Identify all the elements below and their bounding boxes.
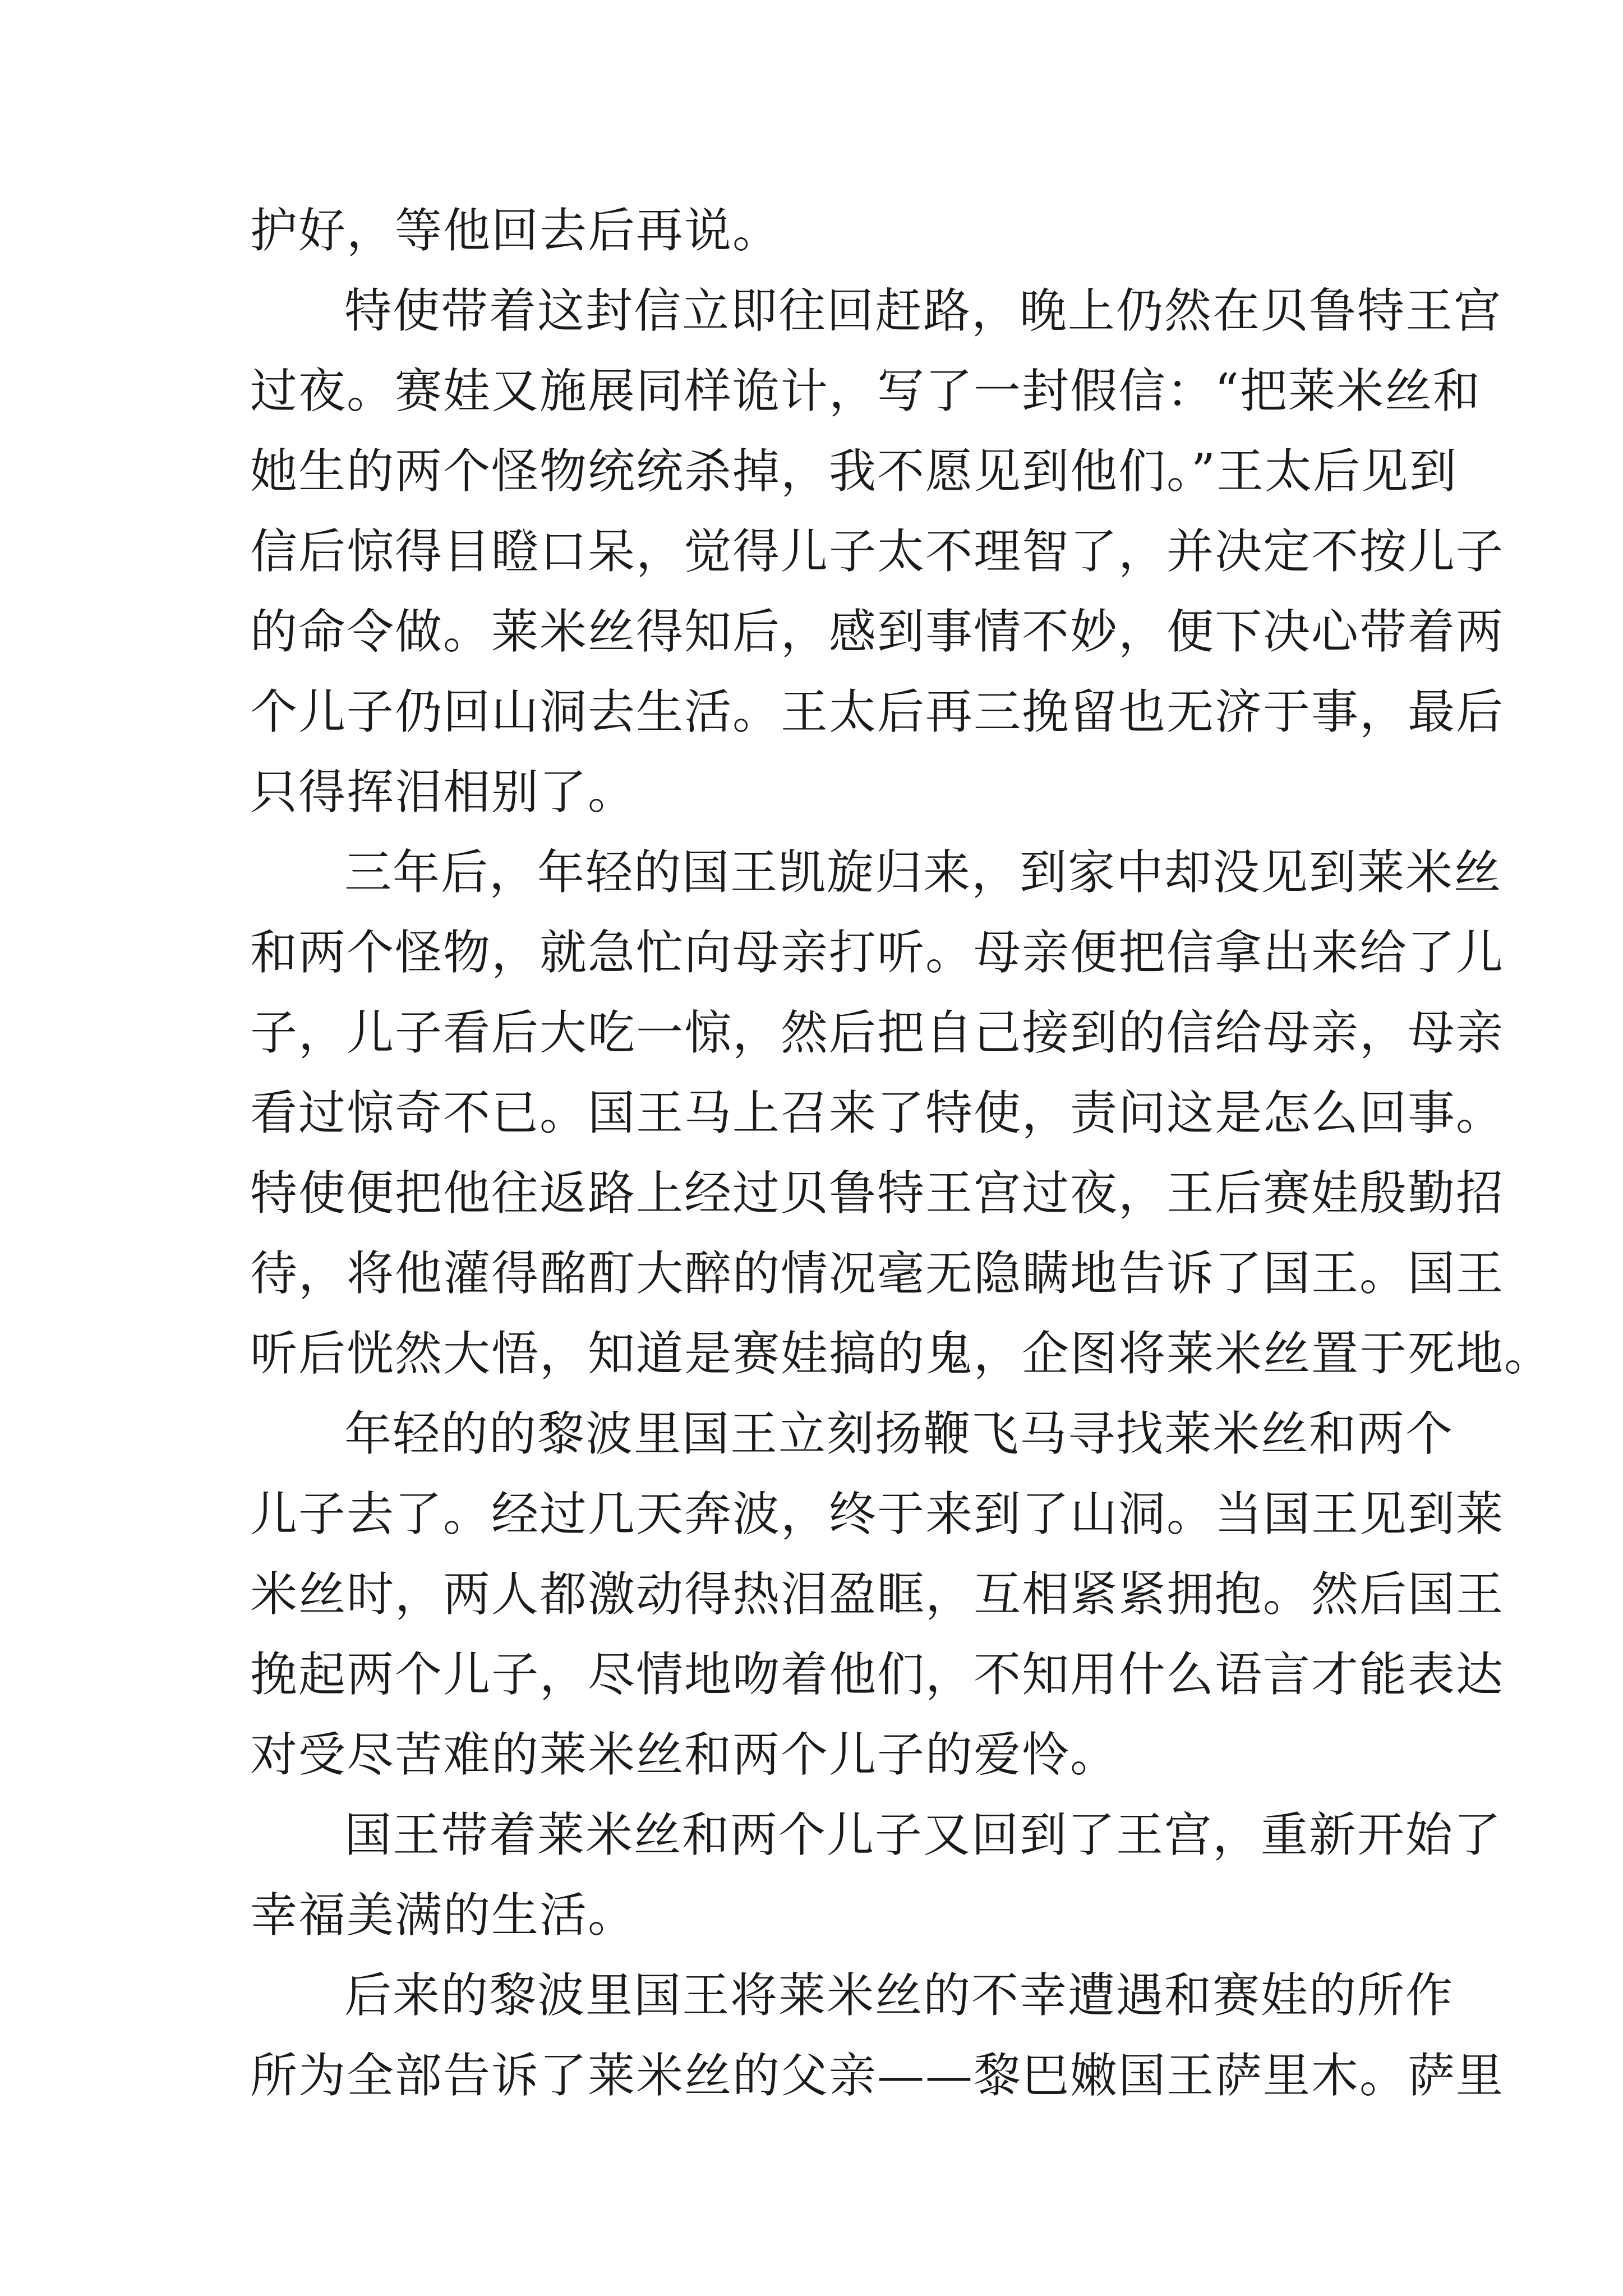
text-line: 护好，等他回去后再说。 [250, 203, 781, 258]
text-line: 看过惊奇不已。国王马上召来了特使，责问这是怎么回事。 [250, 1085, 1505, 1140]
text-line: 挽起两个儿子，尽情地吻着他们，不知用什么语言才能表达 [250, 1647, 1505, 1702]
text-line: 的命令做。莱米丝得知后，感到事情不妙，便下决心带着两 [250, 604, 1505, 659]
text-line: 和两个怪物，就急忙向母亲打听。母亲便把信拿出来给了儿 [250, 925, 1505, 980]
text-line: 个儿子仍回山洞去生活。王太后再三挽留也无济于事，最后 [250, 684, 1505, 739]
text-line: 对受尽苦难的莱米丝和两个儿子的爱怜。 [250, 1727, 1119, 1782]
text-line: 只得挥泪相别了。 [250, 765, 637, 820]
text-line: 她生的两个怪物统统杀掉，我不愿见到他们。”王太后见到 [250, 444, 1458, 499]
text-line: 幸福美满的生活。 [250, 1888, 637, 1943]
text-line: 儿子去了。经过几天奔波，终于来到了山洞。当国王见到莱 [250, 1487, 1505, 1542]
text-line: 三年后，年轻的国王凯旋归来，到家中却没见到莱米丝 [344, 845, 1502, 900]
text-line: 特使便把他往返路上经过贝鲁特王宫过夜，王后赛娃殷勤招 [250, 1166, 1505, 1221]
text-line: 所为全部告诉了莱米丝的父亲——黎巴嫩国王萨里木。萨里 [250, 2048, 1505, 2103]
text-line: 信后惊得目瞪口呆，觉得儿子太不理智了，并决定不按儿子 [250, 524, 1505, 579]
text-line: 子，儿子看后大吃一惊，然后把自己接到的信给母亲，母亲 [250, 1005, 1505, 1060]
body-text [250, 191, 1553, 2116]
text-line: 米丝时，两人都激动得热泪盈眶，互相紧紧拥抱。然后国王 [250, 1567, 1505, 1622]
text-line: 待，将他灌得酩酊大醉的情况毫无隐瞒地告诉了国王。国王 [250, 1246, 1505, 1301]
text-line: 听后恍然大悟，知道是赛娃搞的鬼，企图将莱米丝置于死地。 [250, 1326, 1553, 1381]
text-line: 年轻的的黎波里国王立刻扬鞭飞马寻找莱米丝和两个 [344, 1406, 1454, 1461]
text-line: 国王带着莱米丝和两个儿子又回到了王宫，重新开始了 [344, 1807, 1502, 1862]
text-line: 过夜。赛娃又施展同样诡计，写了一封假信：“把莱米丝和 [250, 364, 1481, 418]
text-line: 特使带着这封信立即往回赶路，晚上仍然在贝鲁特王宫 [344, 283, 1502, 338]
text-line: 后来的黎波里国王将莱米丝的不幸遭遇和赛娃的所作 [344, 1968, 1454, 2023]
